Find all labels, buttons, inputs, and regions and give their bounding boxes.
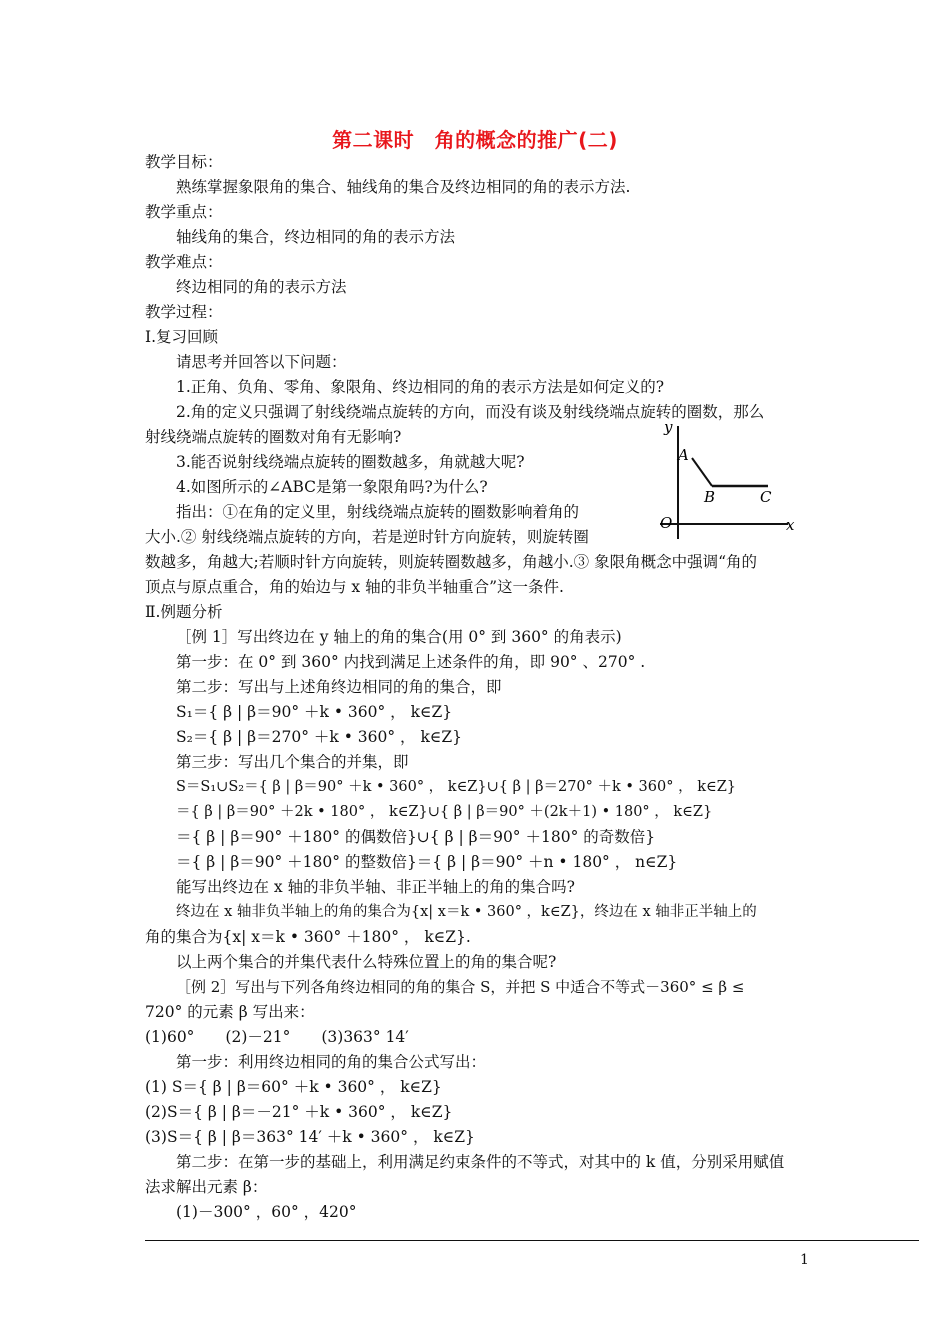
- text-line: 数越多，角越大;若顺时针方向旋转，则旋转圈数越多，角越小.③ 象限角概念中强调“角的: [145, 553, 758, 571]
- point-c-label: C: [760, 488, 772, 506]
- heading-difficulties: 教学难点：: [145, 253, 223, 271]
- question-4: 4.如图所示的∠ABC是第一象限角吗?为什么?: [176, 478, 488, 496]
- text-line: 第二步：在第一步的基础上，利用满足约束条件的不等式，对其中的 k 值，分别采用赋值: [176, 1153, 785, 1171]
- x-axis-label: x: [786, 516, 795, 534]
- text-line: 射线绕端点旋转的圈数对角有无影响?: [145, 428, 402, 446]
- question-3: 3.能否说射线绕端点旋转的圈数越多，角就越大呢?: [176, 453, 525, 471]
- text-line: 大小.② 射线绕端点旋转的方向，若是逆时针方向旋转，则旋转圈: [145, 528, 589, 546]
- formula-line: S＝S₁∪S₂＝{ β | β＝90° ＋k • 360° ， k∈Z}∪{ β | β＝270° ＋k • 360° ， k∈Z}: [176, 779, 737, 795]
- formula-line: (1) S＝{ β | β＝60° ＋k • 360° ， k∈Z}: [145, 1078, 442, 1096]
- text-line: 第二步：写出与上述角终边相同的角的集合，即: [176, 678, 502, 696]
- text-line: 请思考并回答以下问题：: [176, 353, 347, 371]
- formula-line: (3)S＝{ β | β＝363° 14′ ＋k • 360° ， k∈Z}: [145, 1128, 475, 1146]
- formula-line: ＝{ β | β＝90° ＋180° 的偶数倍}∪{ β | β＝90° ＋180° 的奇数倍}: [176, 828, 656, 846]
- example-2: ［例 2］写出与下列各角终边相同的角的集合 S，并把 S 中适合不等式－360° ≤ β ≤: [176, 978, 745, 996]
- formula-line: (2)S＝{ β | β＝－21° ＋k • 360° ， k∈Z}: [145, 1103, 453, 1121]
- text-line: 轴线角的集合，终边相同的角的表示方法: [176, 228, 456, 246]
- text-line: 指出：①在角的定义里，射线绕端点旋转的圈数影响着角的: [176, 503, 580, 521]
- text-line: 角的集合为{x| x＝k • 360° ＋180° ， k∈Z}.: [145, 928, 471, 946]
- page-title: 第二课时 角的概念的推广(二): [332, 128, 618, 152]
- angle-abc-figure: [640, 414, 810, 544]
- heading-objectives: 教学目标：: [145, 153, 223, 171]
- section-examples: Ⅱ.例题分析: [145, 603, 223, 621]
- page-number: 1: [800, 1252, 809, 1268]
- section-review: Ⅰ.复习回顾: [145, 328, 219, 346]
- formula-line: S₁＝{ β | β＝90° ＋k • 360° ， k∈Z}: [176, 703, 453, 721]
- text-line: 第一步：利用终边相同的角的集合公式写出：: [176, 1053, 487, 1071]
- text-line: 720° 的元素 β 写出来：: [145, 1003, 315, 1021]
- formula-line: ＝{ β | β＝90° ＋180° 的整数倍}＝{ β | β＝90° ＋n • 180° ， n∈Z}: [176, 853, 678, 871]
- heading-key-points: 教学重点：: [145, 203, 223, 221]
- footer-divider: [145, 1240, 919, 1241]
- text-line: 熟练掌握象限角的集合、轴线角的集合及终边相同的角的表示方法.: [176, 178, 631, 196]
- text-line: 第一步：在 0° 到 360° 内找到满足上述条件的角，即 90° 、270° .: [176, 653, 646, 671]
- heading-process: 教学过程：: [145, 303, 223, 321]
- text-line: (1)60° (2)－21° (3)363° 14′: [145, 1028, 409, 1046]
- example-1: ［例 1］写出终边在 y 轴上的角的集合(用 0° 到 360° 的角表示): [176, 628, 622, 646]
- text-line: 法求解出元素 β：: [145, 1178, 268, 1196]
- formula-line: ＝{ β | β＝90° ＋2k • 180° ， k∈Z}∪{ β | β＝90° ＋(2k＋1) • 180° ， k∈Z}: [176, 804, 713, 820]
- formula-line: S₂＝{ β | β＝270° ＋k • 360° ， k∈Z}: [176, 728, 462, 746]
- y-axis-label: y: [664, 418, 673, 436]
- text-line: 终边相同的角的表示方法: [176, 278, 347, 296]
- point-a-label: A: [678, 446, 689, 464]
- point-b-label: B: [704, 488, 716, 506]
- text-line: 能写出终边在 x 轴的非负半轴、非正半轴上的角的集合吗?: [176, 878, 575, 896]
- question-2: 2.角的定义只强调了射线绕端点旋转的方向，而没有谈及射线绕端点旋转的圈数，那么: [176, 403, 765, 421]
- text-line: 以上两个集合的并集代表什么特殊位置上的角的集合呢?: [176, 953, 557, 971]
- text-line: 第三步：写出几个集合的并集，即: [176, 753, 409, 771]
- question-1: 1.正角、负角、零角、象限角、终边相同的角的表示方法是如何定义的?: [176, 378, 665, 396]
- origin-label: O: [660, 514, 673, 532]
- text-line: 终边在 x 轴非负半轴上的角的集合为{x| x＝k • 360° ，k∈Z}，终边在 x 轴非正半轴上的: [176, 904, 757, 920]
- ray-ba: [692, 458, 712, 486]
- text-line: (1)－300° ，60° ，420°: [176, 1203, 357, 1221]
- text-line: 顶点与原点重合，角的始边与 x 轴的非负半轴重合”这一条件.: [145, 578, 564, 596]
